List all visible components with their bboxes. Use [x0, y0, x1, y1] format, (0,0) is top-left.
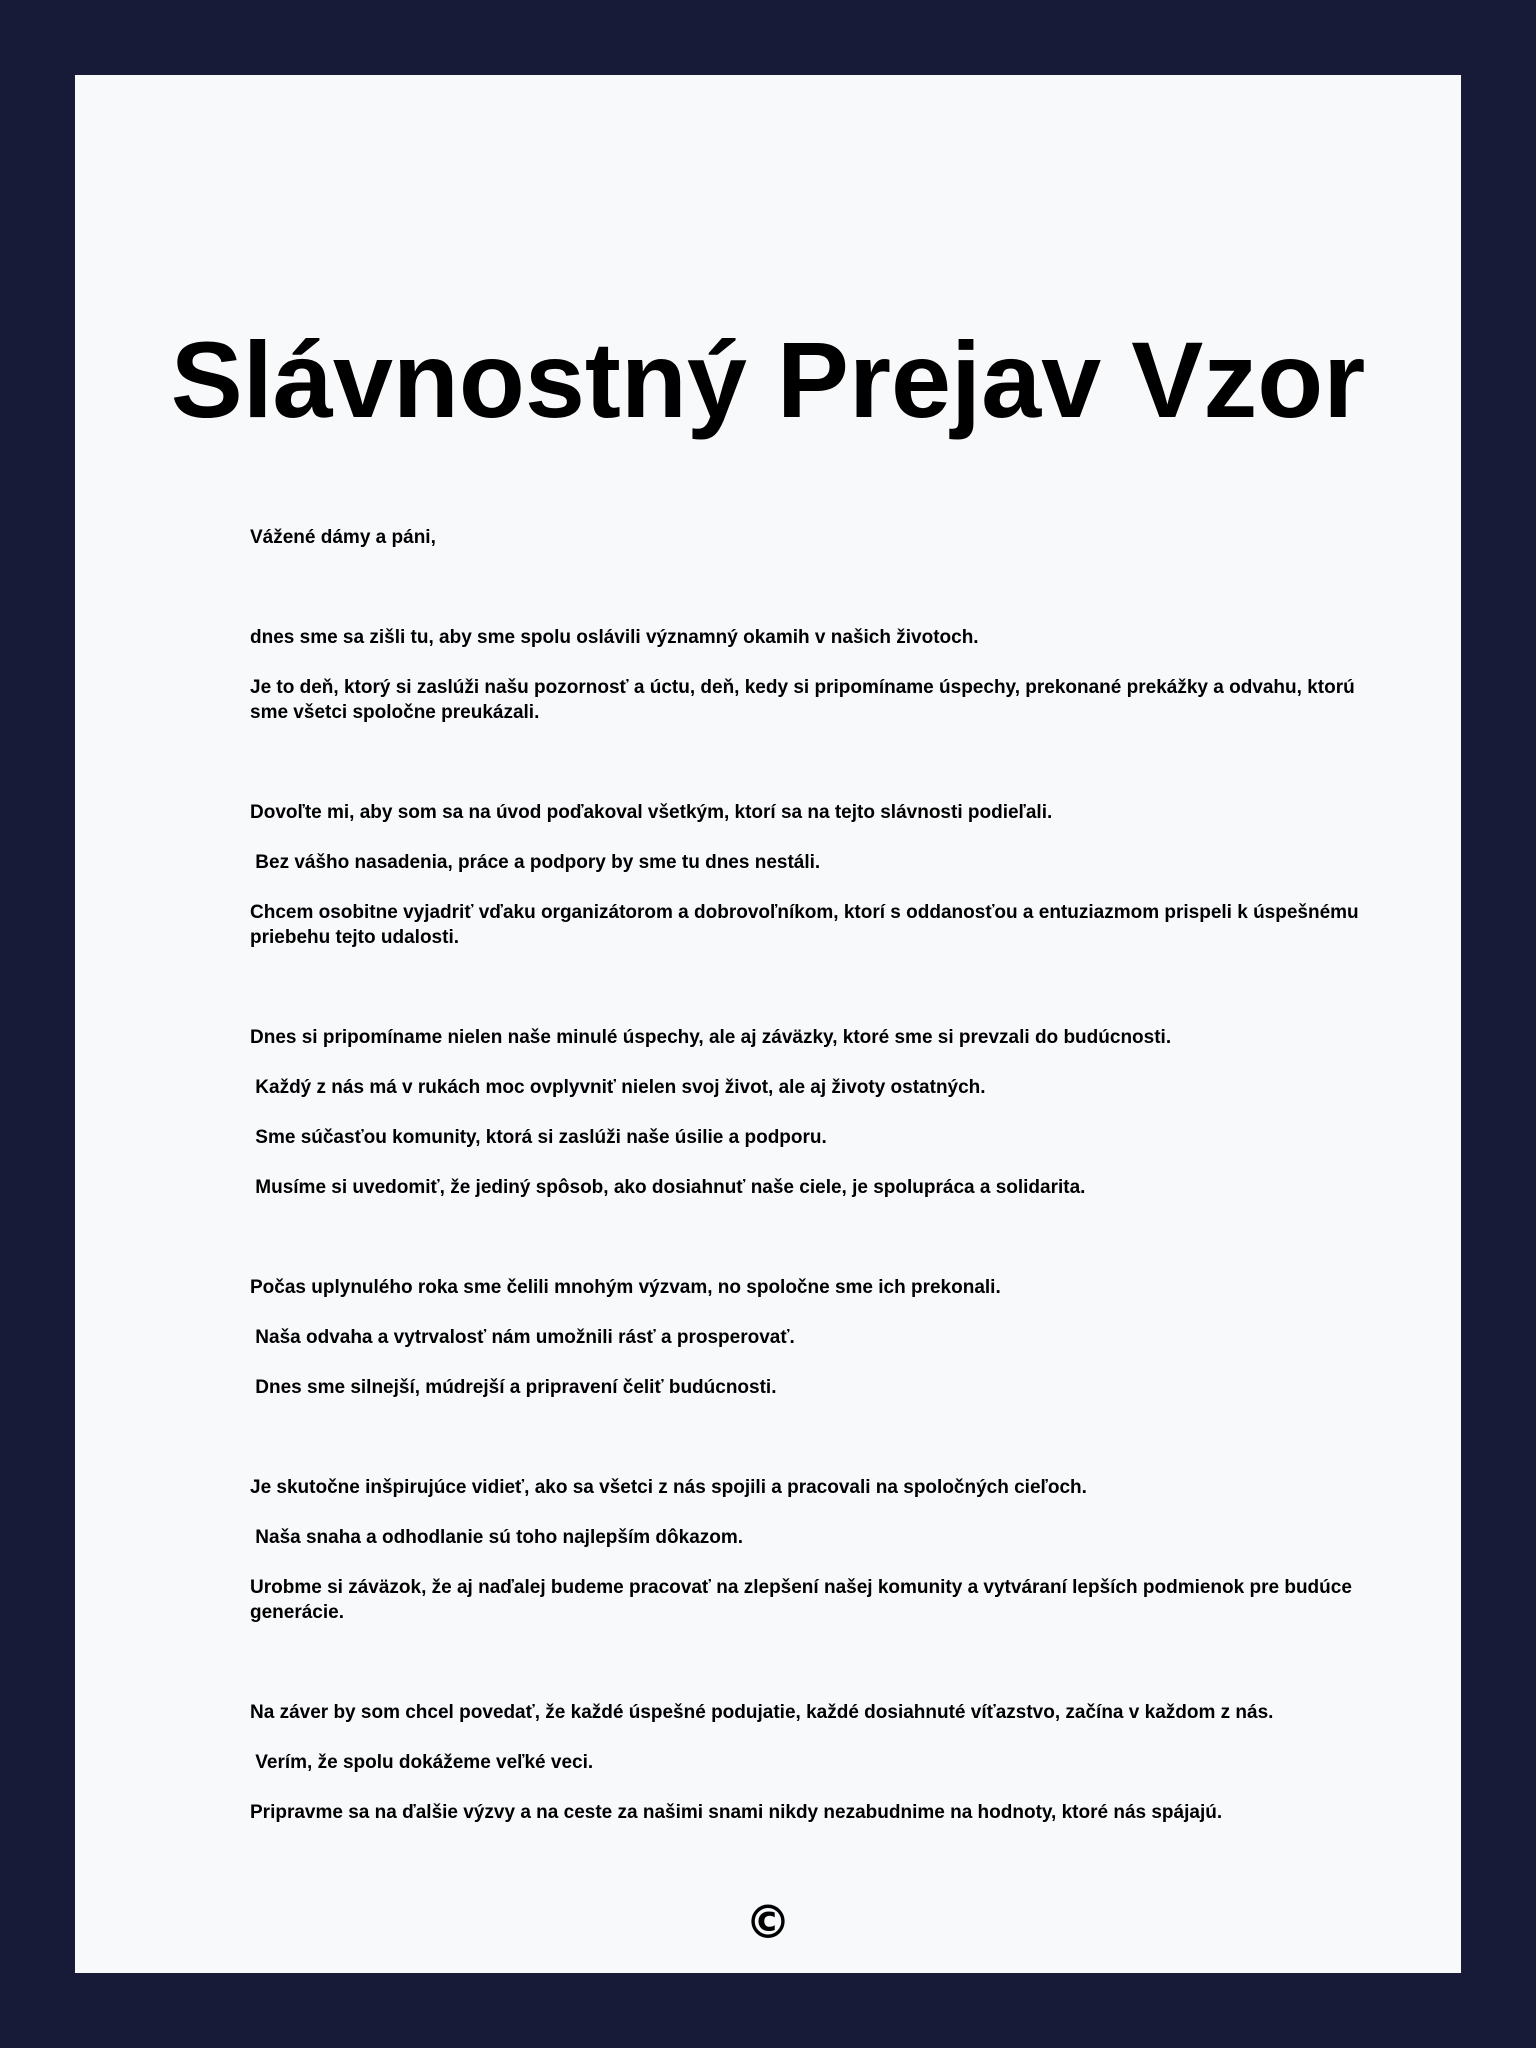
- paragraph: Urobme si záväzok, že aj naďalej budeme pracovať na zlepšení našej komunity a vytváraní lepších podmienok pre budúce generácie.: [250, 1577, 1358, 1623]
- document-title: Slávnostný Prejav Vzor: [170, 319, 1366, 440]
- paragraph: Dovoľte mi, aby som sa na úvod poďakoval všetkým, ktorí sa na tejto slávnosti podieľali.: [250, 802, 1053, 823]
- paragraph: Bez vášho nasadenia, práce a podpory by sme tu dnes nestáli.: [250, 852, 821, 873]
- paragraph: Dnes sme silnejší, múdrejší a pripravení čeliť budúcnosti.: [250, 1377, 777, 1398]
- paragraph: dnes sme sa zišli tu, aby sme spolu oslávili významný okamih v našich životoch.: [250, 627, 979, 648]
- paragraph: Chcem osobitne vyjadriť vďaku organizátorom a dobrovoľníkom, ktorí s oddanosťou a entuziazmom prispeli k úspešnému priebehu tejto udalosti.: [250, 902, 1364, 948]
- speech-body: [250, 525, 1370, 1825]
- paragraph: Verím, že spolu dokážeme veľké veci.: [250, 1752, 594, 1773]
- paragraph: Sme súčasťou komunity, ktorá si zaslúži naše úsilie a podporu.: [250, 1127, 827, 1148]
- paragraph: Musíme si uvedomiť, že jediný spôsob, ako dosiahnuť naše ciele, je spolupráca a solidarita.: [250, 1177, 1086, 1198]
- document-page: [75, 75, 1461, 1973]
- paragraph: Dnes si pripomíname nielen naše minulé úspechy, ale aj záväzky, ktoré sme si prevzali do budúcnosti.: [250, 1027, 1172, 1048]
- paragraph: Je skutočne inšpirujúce vidieť, ako sa všetci z nás spojili a pracovali na spoločných cieľoch.: [250, 1477, 1087, 1498]
- paragraph: Je to deň, ktorý si zaslúži našu pozornosť a úctu, deň, kedy si pripomíname úspechy, prekonané prekážky a odvahu, ktorú sme všetci spoločne preukázali.: [250, 677, 1360, 723]
- paragraph: Počas uplynulého roka sme čelili mnohým výzvam, no spoločne sme ich prekonali.: [250, 1277, 1001, 1298]
- copyright-icon: ©: [745, 1895, 791, 1949]
- greeting-paragraph: Vážené dámy a páni,: [250, 527, 436, 548]
- paragraph: Na záver by som chcel povedať, že každé úspešné podujatie, každé dosiahnuté víťazstvo, začína v každom z nás.: [250, 1702, 1274, 1723]
- paragraph: Naša snaha a odhodlanie sú toho najlepším dôkazom.: [250, 1527, 744, 1548]
- paragraph: Naša odvaha a vytrvalosť nám umožnili rásť a prosperovať.: [250, 1327, 795, 1348]
- paragraph: Každý z nás má v rukách moc ovplyvniť nielen svoj život, ale aj životy ostatných.: [250, 1077, 986, 1098]
- closing-paragraph: Pripravme sa na ďalšie výzvy a na ceste za našimi snami nikdy nezabudnime na hodnoty, ktoré nás spájajú.: [250, 1802, 1223, 1823]
